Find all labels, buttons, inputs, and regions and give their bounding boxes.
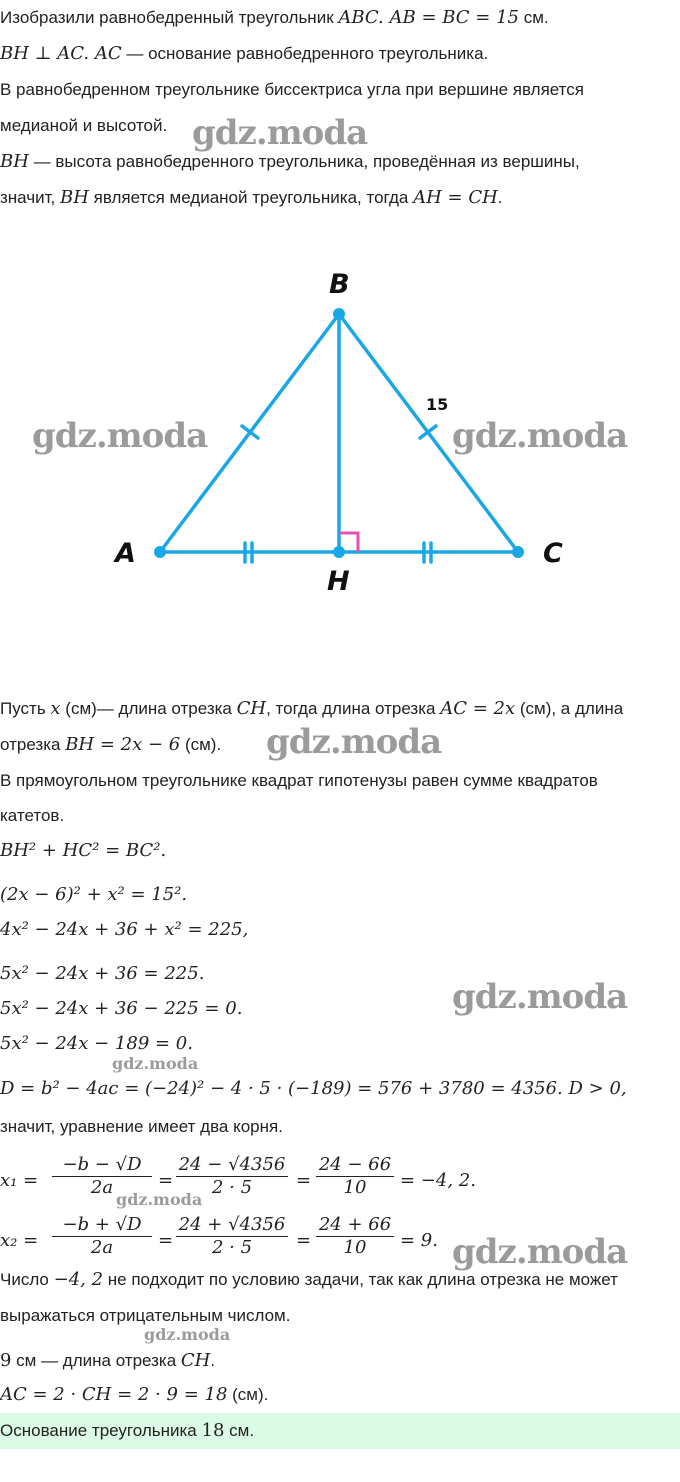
root-2-frac-2: 24 + √4356 2 · 5 [176,1215,288,1258]
equation-quadratic: 5x² − 24x − 189 = 0. [0,1033,193,1054]
watermark: gdz.moda [116,1190,203,1209]
root-1-eq-1: = [158,1170,174,1191]
root-2-eq-1: = [158,1230,174,1251]
equation-substituted: (2x − 6)² + x² = 15². [0,884,188,905]
label-side-15: 15 [426,395,449,414]
root-2-result: = 9. [400,1230,438,1251]
root-2-lhs: x₂ = [0,1230,39,1251]
line-two-roots: значит, уравнение имеет два корня. [0,1117,283,1136]
watermark: gdz.moda [192,113,368,153]
watermark: gdz.moda [452,416,628,456]
line-ch-length: 9 см — длина отрезка CH. [0,1350,216,1371]
line-given: Изобразили равнобедренный треугольник ABC. AB = BC = 15 см. [0,7,549,28]
equation-expanded: 4x² − 24x + 36 + x² = 225, [0,919,249,940]
line-ac-length: AC = 2 · CH = 2 · 9 = 18 (см). [0,1384,269,1405]
point-b [333,308,345,320]
label-h: H [327,566,350,597]
label-b: B [329,269,350,300]
root-2-frac-1: −b + √D 2a [52,1215,152,1258]
point-c [512,546,524,558]
line-negative-reason: выражаться отрицательным числом. [0,1306,291,1325]
line-bisector-2: медианой и высотой. [0,116,168,135]
equation-moved: 5x² − 24x + 36 − 225 = 0. [0,998,243,1019]
line-height: BH — высота равнобедренного треугольника, проведённая из вершины, [0,151,580,172]
line-perpendicular: BH ⊥ AC. AC — основание равнобедренного треугольника. [0,43,489,64]
point-h [333,546,345,558]
root-1-eq-2: = [296,1170,312,1191]
line-reject-negative: Число −4, 2 не подходит по условию задачи, так как длина отрезка не может [0,1269,618,1290]
watermark: gdz.moda [452,977,628,1017]
line-bh-expression: отрезка BH = 2x − 6 (см). [0,734,222,755]
root-1-result: = −4, 2. [400,1170,476,1191]
equation-simplified: 5x² − 24x + 36 = 225. [0,963,205,984]
label-a: A [115,538,136,569]
watermark: gdz.moda [112,1054,199,1073]
equation-pythagoras: BH² + HC² = BC². [0,840,167,861]
line-median: значит, BH является медианой треугольника, тогда AH = CH. [0,187,503,208]
label-c: C [543,538,563,569]
root-1-frac-3: 24 − 66 10 [316,1155,394,1198]
line-pythagoras-2: катетов. [0,806,65,825]
line-bisector-1: В равнобедренном треугольнике биссектриса угла при вершине является [0,80,584,99]
watermark: gdz.moda [452,1232,628,1272]
root-2-eq-2: = [296,1230,312,1251]
equation-discriminant: D = b² − 4ac = (−24)² − 4 · 5 · (−189) = 576 + 3780 = 4356. D > 0, [0,1078,627,1099]
answer-text: Основание треугольника 18 см. [0,1420,255,1441]
root-1-frac-2: 24 − √4356 2 · 5 [176,1155,288,1198]
watermark: gdz.moda [266,722,442,762]
line-pythagoras-1: В прямоугольном треугольнике квадрат гипотенузы равен сумме квадратов [0,771,598,790]
watermark: gdz.moda [144,1325,231,1344]
root-2-frac-3: 24 + 66 10 [316,1215,394,1258]
root-1-frac-1: −b − √D 2a [52,1155,152,1198]
line-let-x: Пусть x (см)— длина отрезка CH, тогда длина отрезка AC = 2x (см), а длина [0,698,624,719]
root-1-lhs: x₁ = [0,1170,39,1191]
watermark: gdz.moda [32,416,208,456]
point-a [154,546,166,558]
